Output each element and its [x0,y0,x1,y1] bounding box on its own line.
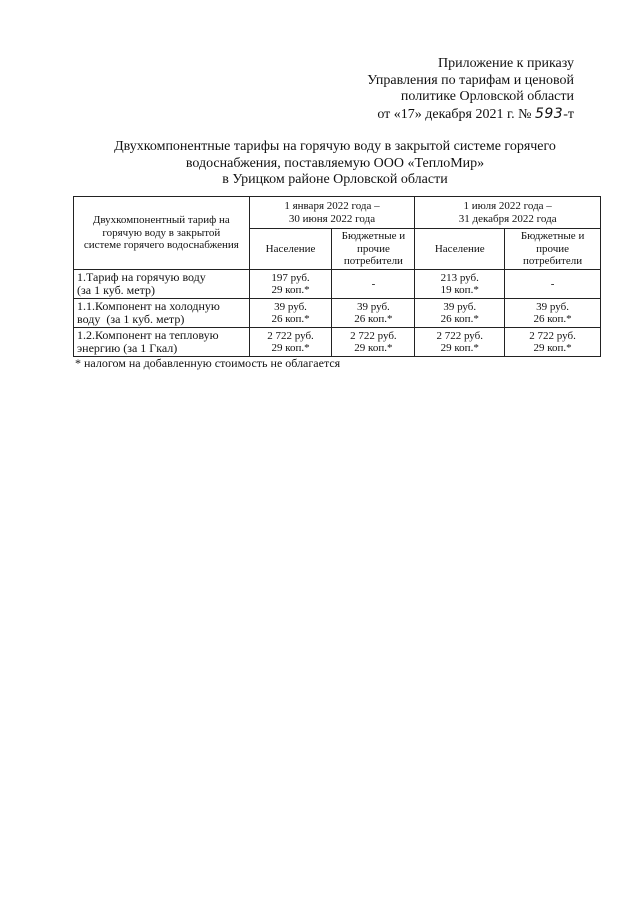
consumer-header-population-h2 [415,229,505,270]
order-number-suffix: -т [563,106,574,122]
consumer-label: Бюджетные и [520,230,585,243]
table-row-hot-water-tariff [74,270,601,299]
approval-date: от «17» декабря 2021 г. № [377,106,535,122]
row-label-line: воду (за 1 куб. метр) [77,312,185,326]
table-corner-header [74,197,250,270]
row-label-line: 1.2.Компонент на тепловую [77,328,219,342]
tariff-cell [332,299,415,328]
consumer-label: потребители [523,255,583,268]
tariff-cell [505,299,601,328]
row-label-line: (за 1 куб. метр) [77,283,155,297]
table-row-cold-water-component [74,299,601,328]
tariff-cell [505,270,601,299]
table-row-thermal-energy-component [74,328,601,357]
period-header-h1 [249,197,415,229]
rub-value: 2 722 руб. [529,329,576,342]
corner-line-3: системе горячего водоснабжения [83,239,239,252]
rub-value: 2 722 руб. [436,329,484,342]
kop-value: 29 коп.* [271,284,310,296]
consumer-header-population-h1 [249,229,332,270]
row-label [74,328,250,357]
rub-value: 213 руб. [440,271,479,284]
tariff-cell [332,270,415,299]
period-h1-line-2: 30 июня 2022 года [288,212,376,225]
title-line-2: водоснабжения, поставляемую ООО «ТеплоМир» [185,155,485,171]
consumer-label: прочие [536,242,570,255]
consumer-label: Бюджетные и [341,230,406,243]
document-title [70,139,600,189]
kop-value: 29 коп.* [440,342,479,354]
kop-value: 26 коп.* [354,313,393,325]
tariff-cell [332,328,415,357]
period-h2-line-1: 1 июля 2022 года – [463,200,552,212]
period-h2-line-2: 31 декабря 2022 года [458,212,557,225]
approval-line-3: политике Орловской области [400,89,574,104]
dash-value: - [550,277,555,290]
kop-value: 29 коп.* [354,342,393,354]
tariff-table [73,196,601,357]
order-number: 593 [534,105,564,122]
tariff-cell [415,270,505,299]
dash-value: - [371,277,376,290]
approval-header [334,56,574,123]
approval-date-line [334,106,574,124]
vat-footnote: * налогом на добавленную стоимость не облагается [75,356,341,370]
approval-line-1: Приложение к приказу [438,56,574,71]
rub-value: 197 руб. [271,271,310,284]
rub-value: 39 руб. [536,300,569,313]
rub-value: 39 руб. [274,300,307,313]
tariff-cell [249,270,332,299]
row-label [74,299,250,328]
title-line-3: в Урицком районе Орловской области [222,172,448,187]
kop-value: 19 коп.* [440,284,479,296]
consumer-label: Население [265,242,316,255]
kop-value: 26 коп.* [271,313,310,325]
tariff-cell [249,328,332,357]
period-header-h2 [415,197,601,229]
tariff-cell [415,299,505,328]
row-label-line: 1.1.Компонент на холодную [77,299,220,313]
consumer-label: Население [434,242,485,255]
consumer-label: прочие [356,242,390,255]
table-header-row-periods [74,197,601,229]
tariff-cell [249,299,332,328]
approval-line-2: Управления по тарифам и ценовой [367,72,574,88]
period-h1-line-1: 1 января 2022 года – [284,200,380,212]
row-label-line: 1.Тариф на горячую воду [77,270,206,284]
consumer-label: потребители [343,255,403,268]
consumer-header-budget-h2 [505,229,601,270]
consumer-header-budget-h1 [332,229,415,270]
rub-value: 2 722 руб. [267,329,314,342]
kop-value: 26 коп.* [440,313,479,325]
corner-line-1: Двухкомпонентный тариф на [92,214,230,227]
tariff-cell [415,328,505,357]
rub-value: 39 руб. [356,300,390,313]
kop-value: 29 коп.* [271,342,310,354]
kop-value: 26 коп.* [533,313,572,325]
row-label-line: энергию (за 1 Гкал) [77,341,178,355]
rub-value: 39 руб. [443,300,477,313]
tariff-cell [505,328,601,357]
title-line-1: Двухкомпонентные тарифы на горячую воду в закрытой системе горячего [114,139,556,154]
row-label [74,270,250,299]
rub-value: 2 722 руб. [350,329,397,342]
corner-line-2: горячую воду в закрытой [102,226,221,239]
kop-value: 29 коп.* [533,342,572,354]
